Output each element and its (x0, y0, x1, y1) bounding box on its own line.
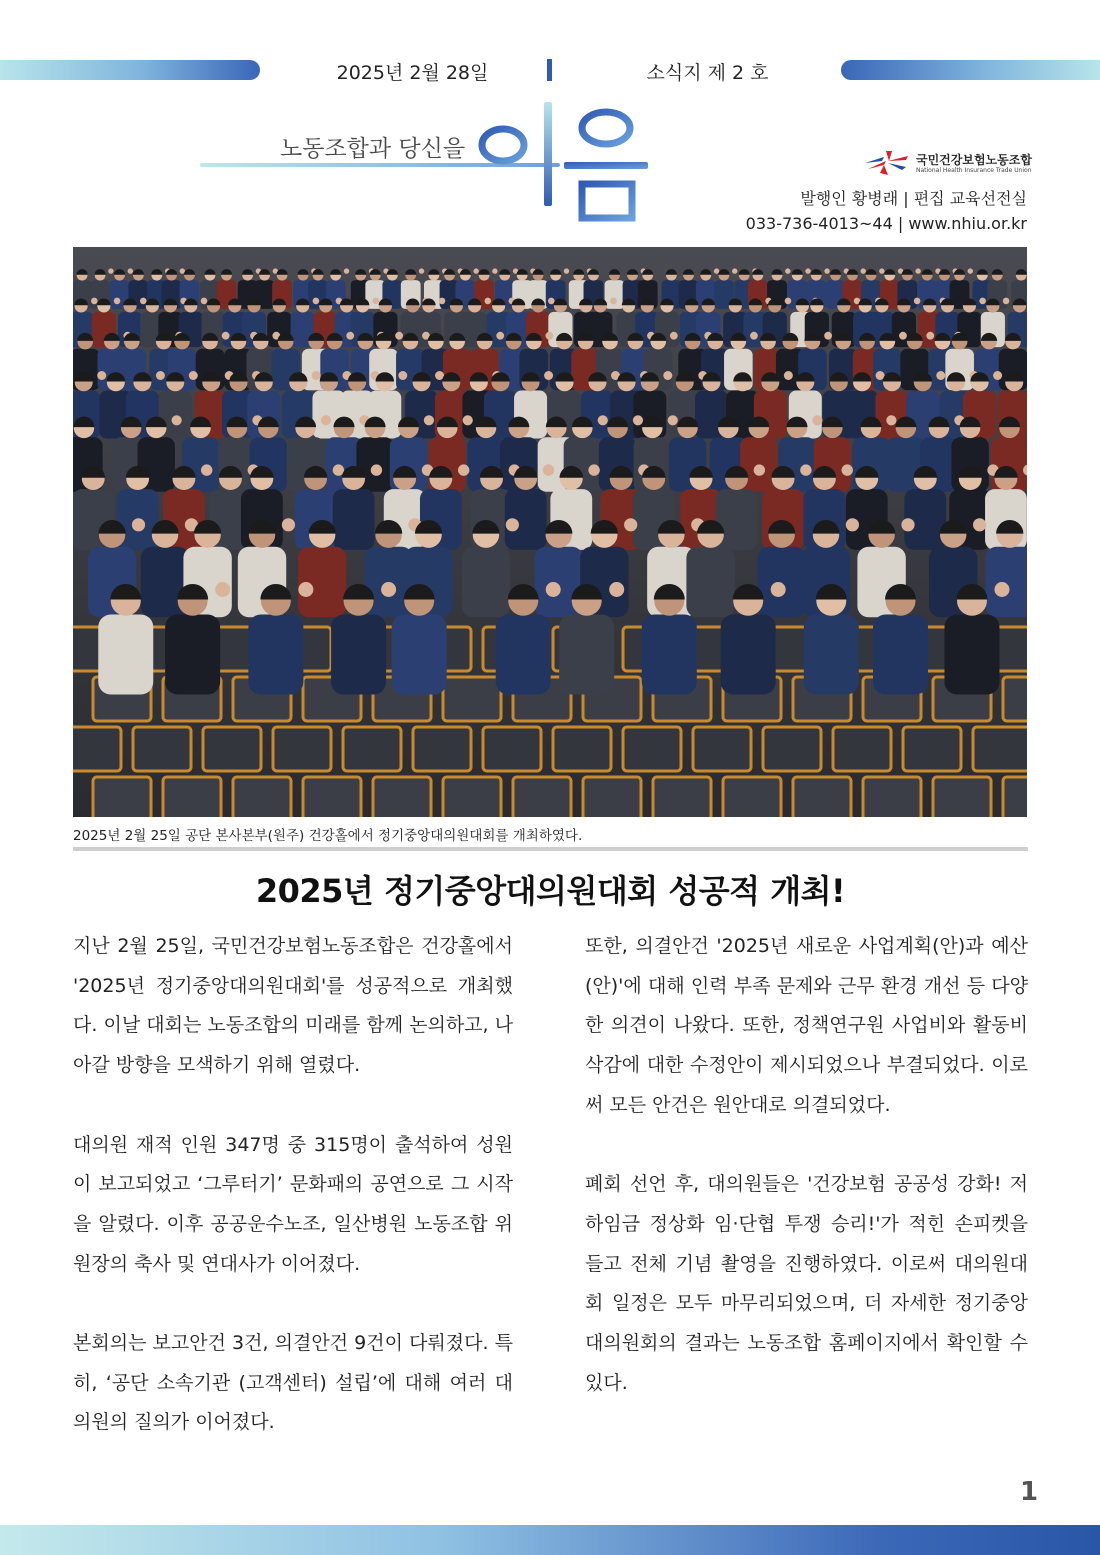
seat (933, 777, 991, 817)
seat (373, 777, 431, 817)
seat (483, 727, 541, 771)
seat (133, 727, 191, 771)
seat (833, 727, 891, 771)
seat (163, 777, 221, 817)
union-name-english: National Health Insurance Trade Union (916, 167, 1032, 174)
header-divider (547, 59, 552, 81)
seat (653, 777, 711, 817)
seat (863, 777, 921, 817)
article-headline: 2025년 정기중앙대의원대회 성공적 개최! (255, 872, 846, 910)
seat (1003, 677, 1027, 721)
article-paragraph: 본회의는 보고안건 3건, 의결안건 9건이 다뤄졌다. 특히, ‘공단 소속기관 (고객센터) 설립’에 대해 여러 대의원의 질의가 이어졌다. (73, 1332, 513, 1434)
article-paragraph: 대의원 재적 인원 347명 중 315명이 출석하여 성원이 보고되었고 ‘그루터기’ 문화패의 공연으로 그 시작을 알렸다. 이후 공공운수노조, 일산병원 노동조합 위원장의 축사 및 연대사가 이어졌다. (73, 1133, 513, 1275)
seat (583, 777, 641, 817)
header-decor-bar-left (0, 60, 260, 80)
seat (273, 727, 331, 771)
seat (763, 727, 821, 771)
seat (513, 777, 571, 817)
seat (553, 727, 611, 771)
union-emblem-icon (862, 147, 912, 177)
seat (233, 777, 291, 817)
photo-caption: 2025년 2월 25일 공단 본사본부(원주) 건강홀에서 정기중앙대의원대회를 개최하였다. (73, 828, 583, 844)
footer-decor-bar (0, 1525, 1100, 1555)
contact-info: 033-736-4013~44 | www.nhiu.or.kr (745, 214, 1027, 233)
seat (693, 727, 751, 771)
union-name: 국민건강보험노동조합 (916, 153, 1032, 167)
caption-divider (73, 847, 1028, 851)
seat (343, 727, 401, 771)
seat (203, 727, 261, 771)
event-photo (73, 247, 1027, 817)
seat (73, 727, 121, 771)
article-paragraph: 폐회 선언 후, 대의원들은 '건강보험 공공성 강화! 저하임금 정상화 임·단협 투쟁 승리!'가 적힌 손피켓을 들고 전체 기념 촬영을 진행하였다. 이로써 대의원대회 일정은 모두 마무리되었으며, 더 자세한 정기중앙대의원회의 결과는 노동조합 홈페이지에서 확인할 수 있다. (585, 1173, 1028, 1394)
seat (443, 677, 501, 721)
seat (413, 727, 471, 771)
article-column-right (585, 927, 1028, 1403)
slogan: 노동조합과 당신을 (280, 136, 466, 162)
article-paragraph: 지난 2월 25일, 국민건강보험노동조합은 건강홀에서 '2025년 정기중앙대의원대회'를 성공적으로 개최했다. 이날 대회는 노동조합의 미래를 함께 논의하고, 나아갈 방향을 모색하기 위해 열렸다. (73, 935, 513, 1077)
publisher-info: 발행인 황병래 | 편집 교육선전실 (800, 189, 1027, 208)
seat (1003, 777, 1027, 817)
article-paragraph: 또한, 의결안건 '2025년 새로운 사업계획(안)과 예산(안)'에 대해 인력 부족 문제와 근무 환경 개선 등 다양한 의견이 나왔다. 또한, 정책연구원 사업비와 활동비 삭감에 대한 수정안이 제시되었으나 부결되었다. 이로써 모든 안건은 원안대로 의결되었다. (585, 935, 1028, 1116)
seat (443, 777, 501, 817)
seat (793, 777, 851, 817)
seat (623, 727, 681, 771)
crowd-photo-illustration (73, 247, 1027, 817)
article-column-left (73, 927, 513, 1443)
seat (303, 777, 361, 817)
header-decor-bar-right (841, 60, 1100, 80)
seat (723, 777, 781, 817)
issue-date: 2025년 2월 28일 (336, 62, 489, 84)
seat (973, 727, 1027, 771)
union-logo (862, 147, 1030, 177)
page-number: 1 (1020, 1477, 1039, 1507)
seat (903, 727, 961, 771)
issue-number: 소식지 제 2 호 (646, 62, 769, 84)
newsletter-title-logo (478, 100, 653, 225)
seat (93, 777, 151, 817)
